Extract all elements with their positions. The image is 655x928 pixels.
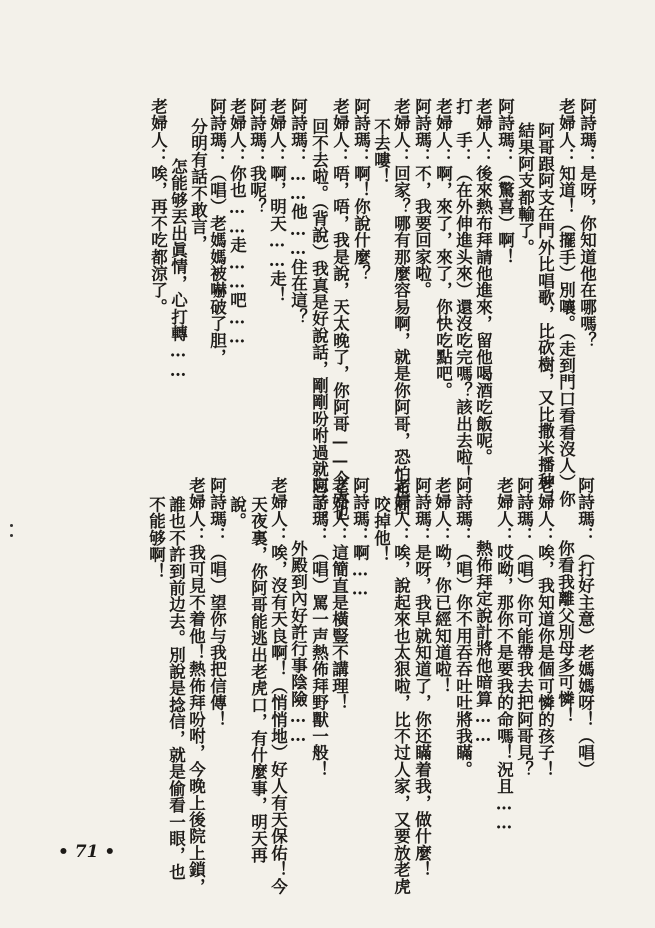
text-column: 老婦人：唉，我知道你是個可憐的孩子！ [535,477,555,778]
text-column: 阿詩瑪：（打好主意）老媽媽呀！（唱） [575,477,595,778]
page-number: • 71 • [58,842,116,862]
text-column: 阿詩瑪：（唱）望你与我把信傳！ [207,477,227,728]
text-column: 天夜裏，你阿哥能逃出老虎口，有什麼事，明天再 [248,496,268,864]
text-column: 不能够啊！ [146,496,166,580]
text-column: 阿詩瑪：啊！你說什麼？ [351,98,371,282]
text-column: 你看我離父別母多可憐！ [555,540,575,724]
scan-mark [10,534,13,537]
text-column: 老婦人：唉，沒有天良啊！（悄悄地）好人有天保佑！今 [268,477,288,895]
text-column: 老婦人：知道！（擺手）別嚷。（走到門口看看沒人）你 [556,98,576,508]
text-column: 分明有話不敢言， [188,118,208,252]
text-column: 外殿到內好許行事陰險…… [288,540,308,746]
text-column: 老婦人：啊，明天……走！ [267,98,287,304]
text-column: 阿哥跟阿支在門外比唱歌，比砍樹，又比撒米播种， [535,122,555,507]
text-column: 阿詩瑪：（唱）老媽媽被嚇破了胆， [207,98,227,366]
text-column: 阿詩瑪：（驚喜）啊！ [495,98,515,265]
text-column: 老婦人：啊，來了，來了，你快吃點吧。 [433,98,453,399]
text-column: 老婦人：回家？哪有那麼容易啊，就是你阿哥，恐怕也回 [391,98,411,516]
text-column: 結果阿支都輸了。 [515,122,535,256]
scan-mark [10,524,13,527]
text-column: 老婦人：這簡直是橫豎不講理！ [329,477,349,711]
text-column: 阿詩瑪：（唱）你不用吞吞吐吐將我瞞。 [453,477,473,778]
text-column: 老婦人：後來熱布拜請他進來，留他喝酒吃飯呢。 [473,98,493,466]
text-column: 阿詩瑪：是呀，你知道他在哪嗎？ [577,98,597,349]
text-column: 阿詩瑪：（唱）你可能帶我去把阿哥見？ [514,477,534,778]
text-column: 咬掉他！ [371,496,391,563]
text-column: 回不去啦。（背說）我真是好說話，剛剛吩咐過就忘了。 [309,118,329,528]
text-column: 熱佈拜定說計將他暗算…… [473,540,493,746]
text-column: 打 手：（在外伸進头來）還沒吃完嗎？該出去啦！ [453,98,473,483]
text-column: 誰也不許到前边去。別說是捻信，就是偷看一眼，也 [166,496,186,881]
text-column: 不去嘍！ [371,118,391,185]
text-column: 老婦人：呦，你已經知道啦！ [432,477,452,695]
text-column: 阿詩瑪：不，我要回家啦。 [412,98,432,299]
text-column: 老婦人：唉，再不吃都涼了。 [148,98,168,316]
text-column: 阿詩瑪：我呢？ [247,98,267,215]
text-column: 阿詩瑪：（唱）罵一声熱佈拜野獸一般！ [309,477,329,778]
text-column: 阿詩瑪：是呀，我早就知道了，你还瞞着我，做什麼！ [412,477,432,878]
text-column: 老婦人：唉，說起來也太狠啦，比不过人家，又要放老虎 [391,477,411,895]
text-column: 阿詩瑪：……他……住在這？ [288,98,308,326]
text-column: 老婦人：你也……走……吧…… [227,98,247,347]
text-column: 老婦人：我可見不着他！熱佈拜吩咐，今晚上後院上鎖， [186,477,206,895]
text-column: 說。 [227,496,247,530]
text-column: 怎能够丟出眞情，心打轉…… [168,158,188,381]
text-column: 老婦人：哎呦，那你不是要我的命嗎！況且…… [494,477,514,833]
text-column: 阿詩瑪：啊…… [350,477,370,599]
text-column: 老婦人：唔，唔，我是說，天太晚了，你阿哥——今天也 [330,98,350,521]
